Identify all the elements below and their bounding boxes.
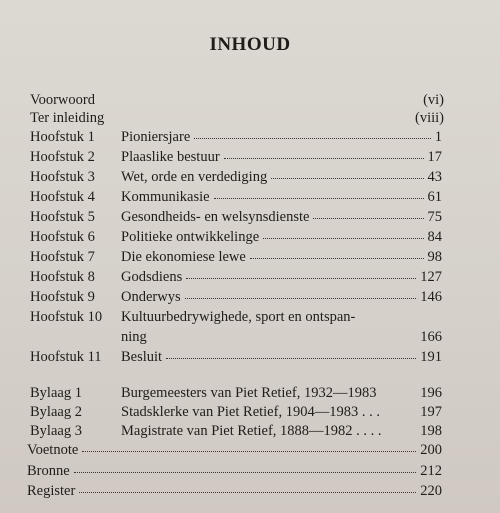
dot-leader	[186, 268, 416, 279]
chapter-page: 84	[427, 229, 442, 245]
chapter-page: 98	[427, 249, 442, 265]
entry-page: (viii)	[415, 110, 444, 126]
dot-leader	[214, 188, 424, 199]
dot-leader	[185, 288, 417, 299]
chapter-title: Besluit	[121, 349, 163, 365]
chapter-number: Hoofstuk 3	[30, 169, 95, 185]
chapter-number: Hoofstuk 11	[30, 349, 102, 365]
dot-leader	[166, 348, 416, 359]
entry-page: 200	[420, 442, 442, 458]
dot-leader	[313, 208, 423, 219]
chapter-number: Hoofstuk 10	[30, 309, 103, 325]
entry-page: 212	[420, 463, 442, 479]
dot-leader	[82, 441, 416, 452]
dot-leader	[194, 128, 430, 139]
chapter-page: 166	[420, 329, 442, 345]
chapter-page: 43	[427, 169, 442, 185]
toc-entry-chapter-10	[30, 308, 442, 348]
dot-leader	[250, 248, 424, 259]
entry-page: (vi)	[423, 92, 444, 108]
chapter-number: Hoofstuk 4	[30, 189, 95, 205]
dot-leader	[271, 168, 423, 179]
chapter-page: 146	[420, 289, 442, 305]
chapter-number: Hoofstuk 1	[30, 129, 95, 145]
chapter-title: Onderwys	[121, 289, 181, 305]
chapter-page: 75	[427, 209, 442, 225]
chapter-number: Hoofstuk 9	[30, 289, 95, 305]
chapter-title: Kommunikasie	[121, 189, 210, 205]
dot-leader	[224, 148, 424, 159]
appendix-page: 198	[420, 423, 442, 439]
chapter-title: Plaaslike bestuur	[121, 149, 220, 165]
chapter-title: Gesondheids- en welsynsdienste	[121, 209, 310, 225]
appendix-page: 196	[420, 385, 442, 401]
chapter-page: 127	[420, 269, 442, 285]
entry-label: Ter inleiding	[30, 110, 105, 126]
chapter-title: Kultuurbedrywighede, sport en ontspan-	[121, 309, 356, 325]
chapter-page: 17	[427, 149, 442, 165]
chapter-page: 1	[434, 129, 442, 145]
appendix-title: Burgemeesters van Piet Retief, 1932—1983	[121, 385, 377, 401]
page-title: INHOUD	[209, 34, 291, 55]
appendix-number: Bylaag 3	[30, 423, 82, 439]
chapter-title-continued: ning	[121, 329, 147, 345]
chapter-title: Politieke ontwikkelinge	[121, 229, 260, 245]
chapter-number: Hoofstuk 2	[30, 149, 95, 165]
chapter-title: Wet, orde en verdediging	[121, 169, 268, 185]
entry-label: Voetnote	[27, 442, 79, 458]
appendix-title: Stadsklerke van Piet Retief, 1904—1983 . . .	[121, 404, 380, 420]
appendix-number: Bylaag 2	[30, 404, 82, 420]
dot-leader	[263, 228, 423, 239]
chapter-number: Hoofstuk 7	[30, 249, 95, 265]
chapter-number: Hoofstuk 5	[30, 209, 95, 225]
entry-label: Register	[27, 483, 76, 499]
chapter-title: Godsdiens	[121, 269, 183, 285]
appendix-number: Bylaag 1	[30, 385, 82, 401]
chapter-number: Hoofstuk 8	[30, 269, 95, 285]
entry-label: Voorwoord	[30, 92, 95, 108]
chapter-number: Hoofstuk 6	[30, 229, 95, 245]
entry-page: 220	[420, 483, 442, 499]
chapter-title: Die ekonomiese lewe	[121, 249, 246, 265]
chapter-page: 61	[427, 189, 442, 205]
appendix-title: Magistrate van Piet Retief, 1888—1982 . . . .	[121, 423, 382, 439]
chapter-title: Pioniersjare	[121, 129, 191, 145]
dot-leader	[79, 482, 416, 493]
entry-label: Bronne	[27, 463, 70, 479]
appendix-page: 197	[420, 404, 442, 420]
chapter-page: 191	[420, 349, 442, 365]
dot-leader	[74, 462, 417, 473]
